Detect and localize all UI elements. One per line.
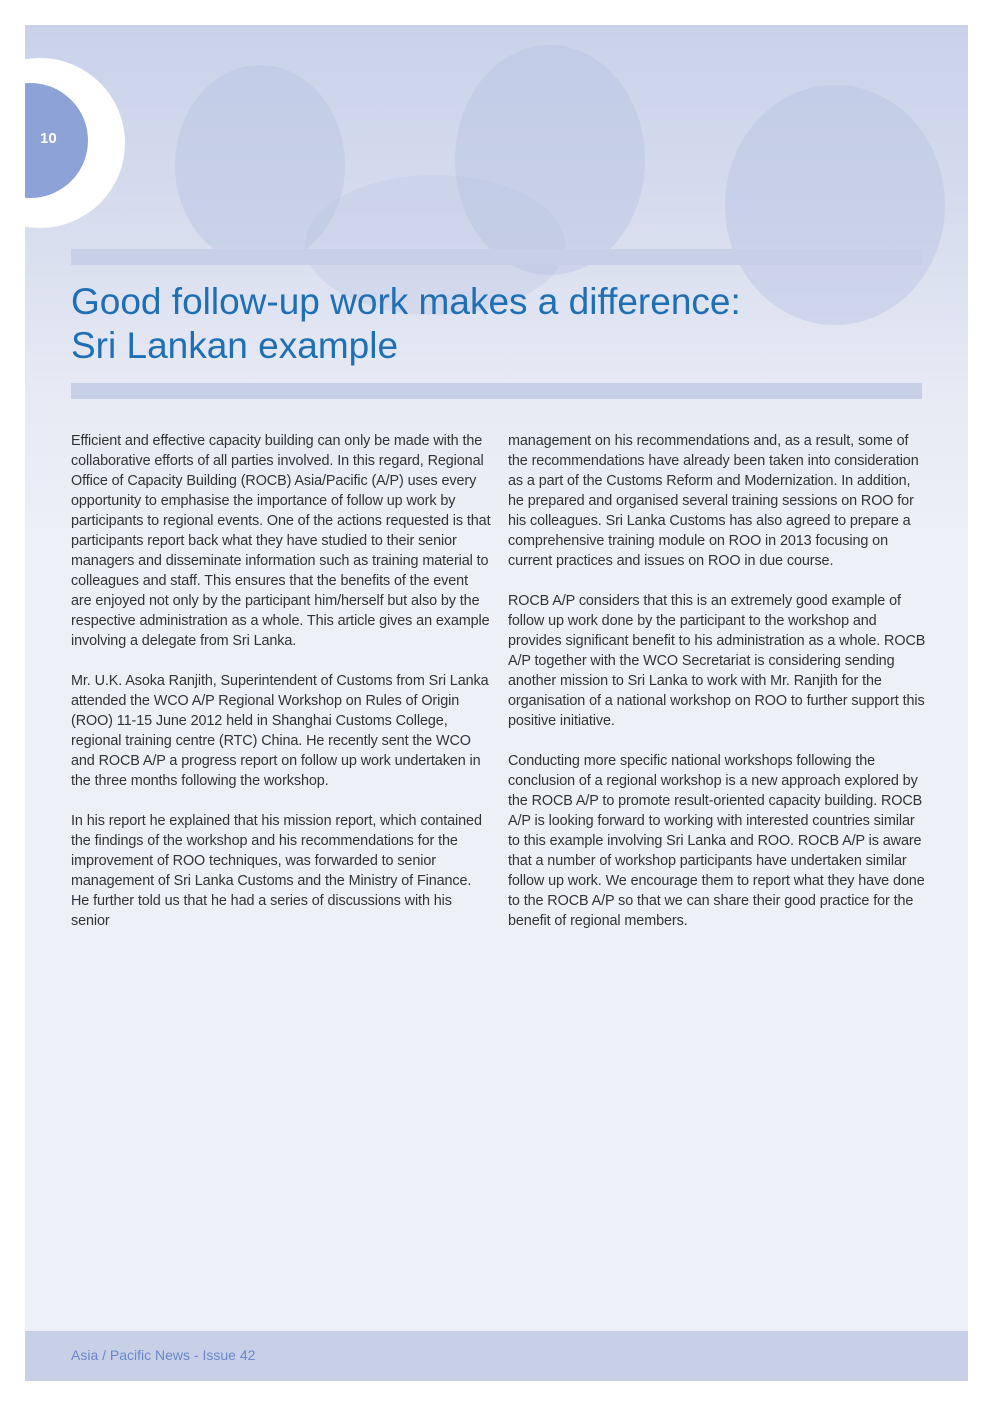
page-tab-pointer xyxy=(99,128,123,154)
left-column xyxy=(71,431,491,951)
body-paragraph: Mr. U.K. Asoka Ranjith, Superintendent of Customs from Sri Lanka attended the WCO A/P Regional Workshop on Rules of Origin (ROO) 11-15 June 2012 held in Shanghai Customs College, regional training centre (RTC) China. He recently sent the WCO and ROCB A/P a progress report on follow up work undertaken in the three months following the workshop. xyxy=(71,673,489,789)
page-number: 10 xyxy=(40,130,57,147)
body-paragraph: Conducting more specific national workshops following the conclusion of a regional workshop is a new approach explored by the ROCB A/P to promote result-oriented capacity building. ROCB A/P is looking forward to working with interested countries similar to this example involving Sri Lanka and ROO. ROCB A/P is aware that a number of workshop participants have undertaken similar follow up work. We encourage them to report what they have done to the ROCB A/P so that we can share their good practice for the benefit of regional members. xyxy=(508,753,925,929)
publication-name: Asia / Pacific News - Issue 42 xyxy=(71,1347,256,1363)
article-title xyxy=(71,280,931,368)
body-paragraph: management on his recommendations and, as a result, some of the recommendations have already been taken into consideration as a part of the Customs Reform and Modernization. In addition, he prepared and organised several training sessions on ROO for his colleagues. Sri Lanka Customs has also agreed to prepare a comprehensive training module on ROO in 2013 focusing on current practices and issues on ROO in due course. xyxy=(508,433,919,569)
article-title-line-2: Sri Lankan example xyxy=(71,325,399,366)
right-column xyxy=(508,431,928,951)
title-rule-bottom xyxy=(71,383,922,399)
body-paragraph: ROCB A/P considers that this is an extremely good example of follow up work done by the participant to the workshop and provides significant benefit to his administration as a whole. ROCB A/P together with the WCO Secretariat is considering sending another mission to Sri Lanka to work with Mr. Ranjith for the organisation of a national workshop on ROO to further support this positive initiative. xyxy=(508,593,926,729)
title-rule-top xyxy=(71,249,922,265)
magazine-page xyxy=(25,25,968,1381)
body-paragraph: Efficient and effective capacity building can only be made with the collaborative efforts of all parties involved. In this regard, Regional Office of Capacity Building (ROCB) Asia/Pacific (A/P) uses every opportunity to emphasise the importance of follow up work by participants to regional events. One of the actions requested is that participants report back what they have studied to their senior managers and disseminate information such as training material to colleagues and staff. This ensures that the benefits of the event are enjoyed not only by the participant him/herself but also by the respective administration as a whole. This article gives an example involving a delegate from Sri Lanka. xyxy=(71,433,491,649)
page-footer xyxy=(25,1331,968,1381)
article-title-line-1: Good follow-up work makes a difference: xyxy=(71,281,741,322)
body-paragraph: In his report he explained that his mission report, which contained the findings of the workshop and his recommendations for the improvement of ROO techniques, was forwarded to senior management of Sri Lanka Customs and the Ministry of Finance. He further told us that he had a series of discussions with his senior xyxy=(71,813,482,929)
